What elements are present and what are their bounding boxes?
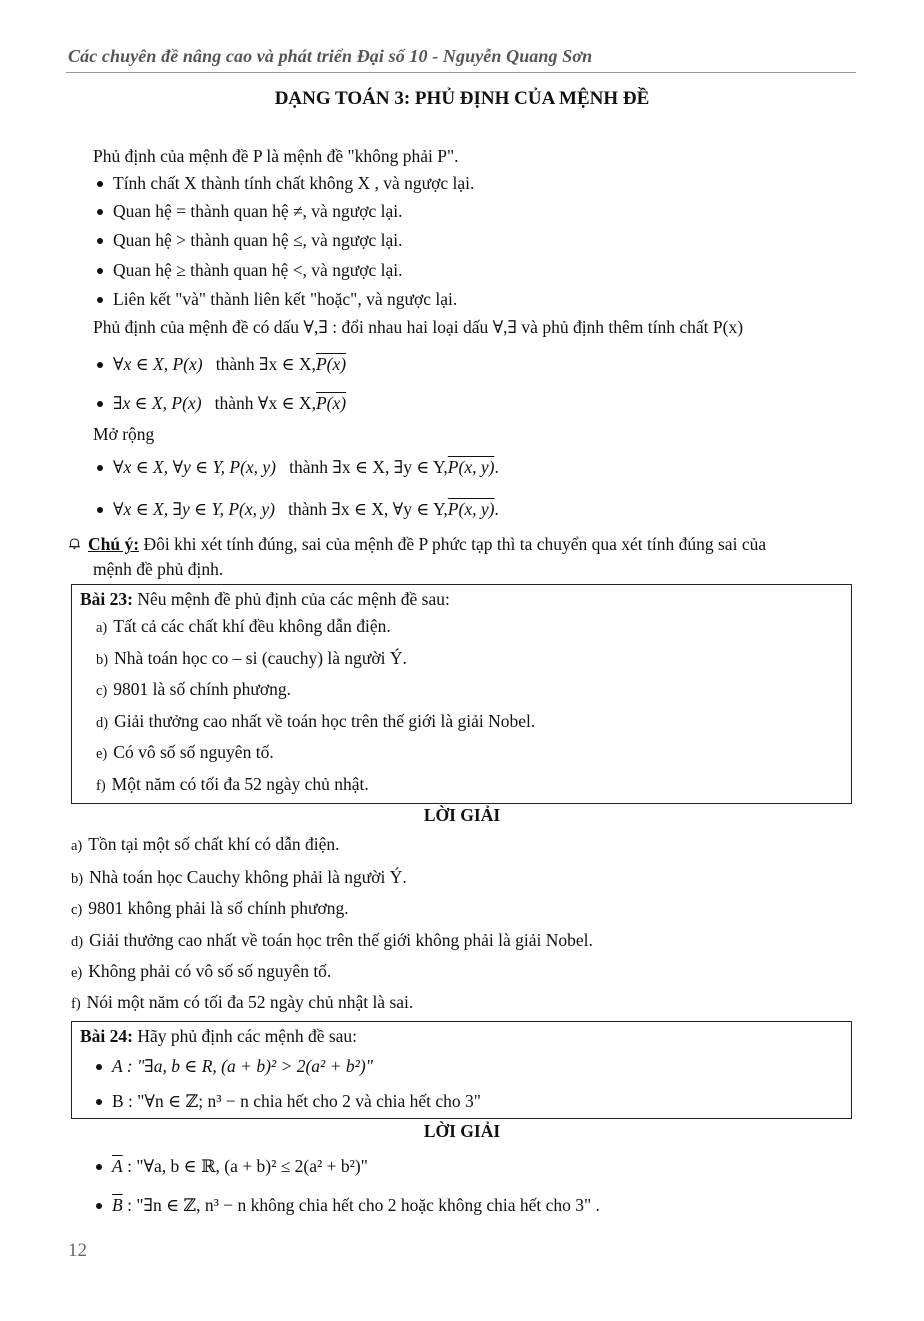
bullet-dot — [97, 362, 103, 368]
solution-item — [71, 866, 407, 890]
item-text: Giải thưởng cao nhất về toán học trên thế giới là giải Nobel. — [114, 711, 536, 731]
exercise-24-header — [80, 1025, 357, 1047]
formula-mid: thành ∃x ∈ X, ∃y ∈ Y, — [289, 457, 448, 477]
exercise-item — [96, 615, 391, 639]
formula-negation: P(x, y) — [447, 457, 495, 477]
formula-mid: thành ∃x ∈ X, ∀y ∈ Y, — [288, 499, 448, 519]
extend-rule-1 — [97, 456, 499, 478]
bullet-dot — [97, 401, 103, 407]
negated-a-symbol: $\overline{A}$ — [112, 1156, 123, 1176]
item-text: Tồn tại một số chất khí có dẫn điện. — [88, 834, 340, 854]
theory-bullet-text: Tính chất X thành tính chất không X , và ngược lại. — [113, 173, 475, 193]
exercise-item — [96, 741, 274, 765]
theory-bullet-text: Quan hệ ≥ thành quan hệ <, và ngược lại. — [113, 260, 403, 280]
solution-23-label: LỜI GIẢI — [423, 805, 501, 825]
exercise-item — [96, 710, 535, 734]
note-line-2: mệnh đề phủ định. — [93, 559, 224, 579]
exercise-prompt: Hãy phủ định các mệnh đề sau: — [137, 1026, 358, 1046]
solution-item — [71, 833, 340, 857]
formula-left: ∃x ∈ X, P(x) — [113, 393, 202, 413]
item-text: Có vô số số nguyên tố. — [113, 742, 274, 762]
section-title: DẠNG TOÁN 3: PHỦ ĐỊNH CỦA MỆNH ĐỀ — [274, 88, 650, 109]
item-text: Không phải có vô số số nguyên tố. — [88, 961, 332, 981]
bullet-dot — [97, 181, 103, 187]
note-text: Đôi khi xét tính đúng, sai của mệnh đề P phức tạp thì ta chuyển qua xét tính đúng sai của — [143, 534, 767, 554]
solution-item — [71, 897, 349, 921]
item-key: b) — [71, 871, 84, 887]
extend-label: Mở rộng — [93, 424, 155, 444]
item-text: 9801 không phải là số chính phương. — [88, 898, 349, 918]
formula-negation: P(x) — [315, 393, 347, 413]
formula-negation: P(x, y) — [447, 499, 495, 519]
theory-bullet-text: Quan hệ > thành quan hệ ≤, và ngược lại. — [113, 230, 403, 250]
item-text: 9801 là số chính phương. — [113, 679, 291, 699]
item-key: c) — [96, 683, 108, 699]
bullet-dot — [97, 465, 103, 471]
formula-left: ∀x ∈ X, P(x) — [113, 354, 203, 374]
item-key: c) — [71, 902, 83, 918]
formula-left: ∀x ∈ X, ∃y ∈ Y, P(x, y) — [113, 499, 275, 519]
item-key: d) — [96, 715, 109, 731]
solution-item — [71, 991, 413, 1015]
negated-a-text: : "∀a, b ∈ ℝ, (a + b)² ≤ 2(a² + b²)" — [122, 1156, 368, 1176]
bell-icon — [68, 533, 82, 555]
formula-left: ∀x ∈ X, ∀y ∈ Y, P(x, y) — [113, 457, 277, 477]
note-label: Chú ý: — [88, 534, 140, 554]
item-key: f) — [96, 778, 106, 794]
header-divider — [66, 72, 856, 73]
formula-mid: thành ∃x ∈ X, — [215, 354, 316, 374]
item-key: e) — [71, 965, 83, 981]
bullet-dot — [97, 209, 103, 215]
bullet-dot — [96, 1064, 102, 1070]
bullet-dot — [97, 507, 103, 513]
theory-bullet — [97, 172, 474, 194]
theory-bullet-text: Quan hệ = thành quan hệ ≠, và ngược lại. — [113, 201, 403, 221]
exercise-item — [96, 678, 291, 702]
theory-bullet — [97, 229, 402, 251]
item-key: a) — [71, 838, 83, 854]
statement-b: B : "∀n ∈ ℤ; n³ − n chia hết cho 2 và chia hết cho 3" — [112, 1091, 481, 1111]
theory-bullet — [97, 259, 402, 281]
formula-end: . — [494, 457, 499, 477]
theory-bullet — [97, 200, 402, 222]
bullet-dot — [96, 1164, 102, 1170]
item-key: f) — [71, 996, 81, 1012]
solution-24-a — [96, 1155, 368, 1177]
item-text: Tất cả các chất khí đều không dẫn điện. — [113, 616, 391, 636]
exercise-24-b — [96, 1090, 481, 1112]
item-key: e) — [96, 746, 108, 762]
formula-negation: P(x) — [315, 354, 347, 374]
item-text: Một năm có tối đa 52 ngày chủ nhật. — [111, 774, 369, 794]
exercise-item — [96, 773, 369, 797]
page-number: 12 — [68, 1240, 87, 1261]
bullet-dot — [96, 1203, 102, 1209]
solution-24-b — [96, 1194, 600, 1216]
bullet-dot — [96, 1099, 102, 1105]
solution-item — [71, 960, 331, 984]
solution-item — [71, 929, 593, 953]
formula-end: . — [494, 499, 499, 519]
quantifier-rule-1 — [97, 353, 346, 375]
item-key: a) — [96, 620, 108, 636]
item-key: b) — [96, 652, 109, 668]
quantifier-rule-2 — [97, 392, 346, 414]
item-text: Nói một năm có tối đa 52 ngày chủ nhật là sai. — [86, 992, 414, 1012]
running-header: Các chuyên đề nâng cao và phát triển Đại số 10 - Nguyễn Quang Sơn — [68, 46, 593, 66]
quantifier-intro: Phủ định của mệnh đề có dấu ∀,∃ : đổi nhau hai loại dấu ∀,∃ và phủ định thêm tính chất P(x) — [93, 317, 744, 337]
theory-intro: Phủ định của mệnh đề P là mệnh đề "không phải P". — [93, 146, 459, 166]
exercise-label: Bài 24: — [80, 1026, 133, 1046]
bullet-dot — [97, 268, 103, 274]
item-text: Giải thưởng cao nhất về toán học trên thế giới không phải là giải Nobel. — [89, 930, 593, 950]
exercise-item — [96, 647, 407, 671]
exercise-label: Bài 23: — [80, 589, 133, 609]
bullet-dot — [97, 297, 103, 303]
negated-b-text: : "∃n ∈ ℤ, n³ − n không chia hết cho 2 hoặc không chia hết cho 3" . — [122, 1195, 600, 1215]
exercise-prompt: Nêu mệnh đề phủ định của các mệnh đề sau: — [137, 589, 450, 609]
solution-24-label: LỜI GIẢI — [423, 1121, 501, 1141]
theory-bullet-text: Liên kết "và" thành liên kết "hoặc", và ngược lại. — [113, 289, 458, 309]
theory-bullet — [97, 288, 457, 310]
item-text: Nhà toán học Cauchy không phải là người Ý. — [89, 867, 407, 887]
formula-mid: thành ∀x ∈ X, — [214, 393, 316, 413]
note-line — [68, 533, 766, 555]
bullet-dot — [97, 238, 103, 244]
negated-b-symbol: $\overline{B}$ — [112, 1195, 123, 1215]
extend-rule-2 — [97, 498, 499, 520]
statement-a: A : "∃a, b ∈ R, (a + b)² > 2(a² + b²)" — [112, 1056, 374, 1076]
item-key: d) — [71, 934, 84, 950]
exercise-24-a — [96, 1055, 373, 1077]
exercise-23-header — [80, 588, 450, 610]
item-text: Nhà toán học co – si (cauchy) là người Ý. — [114, 648, 407, 668]
